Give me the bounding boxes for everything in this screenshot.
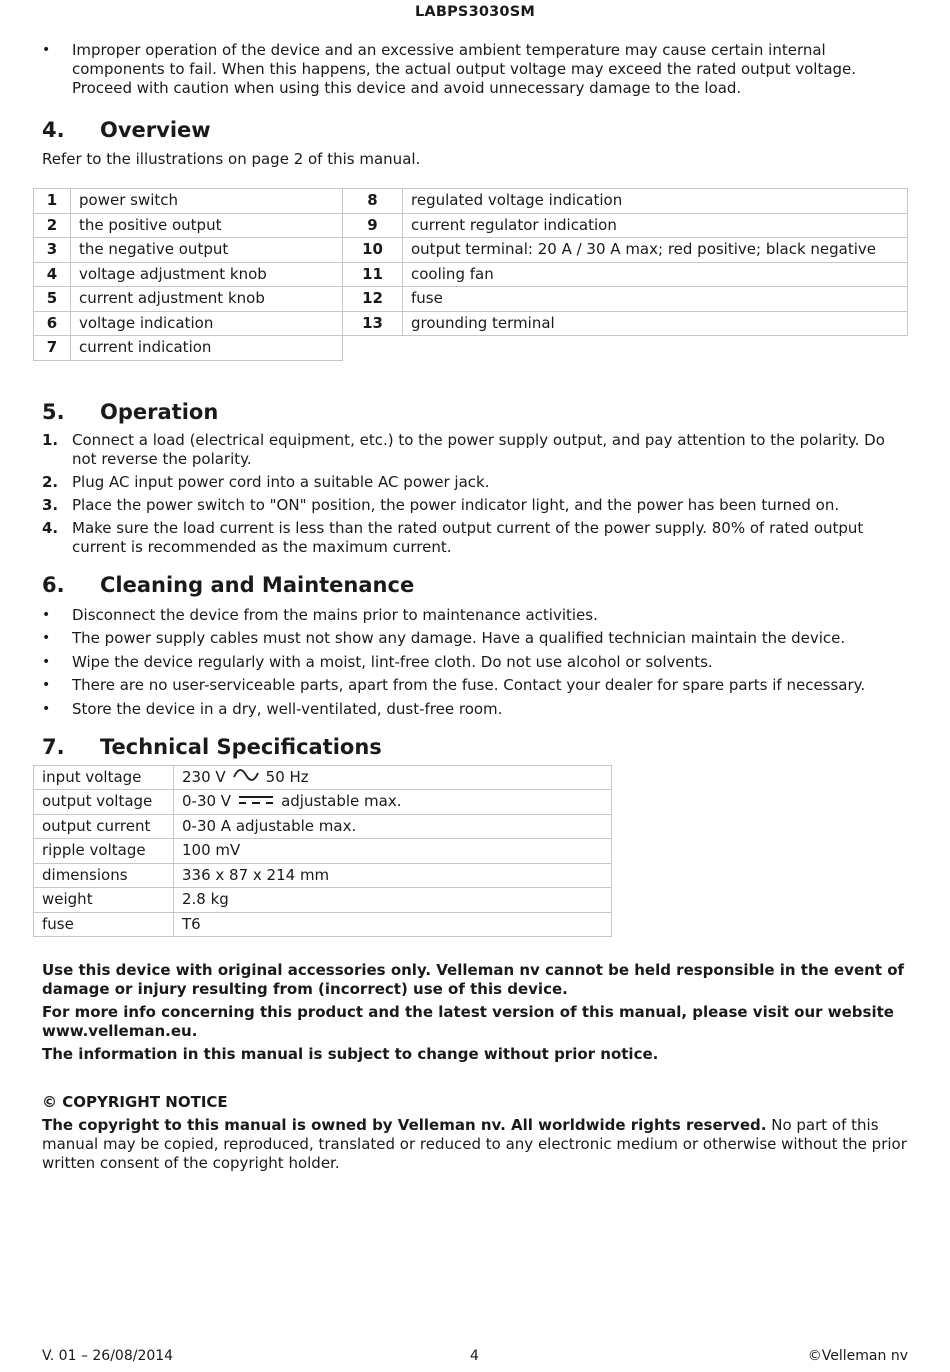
table-row — [34, 238, 908, 263]
section-title: Operation — [100, 399, 219, 424]
spec-value — [174, 814, 612, 839]
list-item — [42, 473, 908, 492]
table-row — [34, 287, 908, 312]
item-label: voltage indication — [71, 311, 343, 336]
table-row — [34, 790, 612, 815]
ac-wave-icon — [232, 768, 260, 787]
list-item — [42, 496, 908, 515]
manual-page — [42, 0, 908, 1173]
list-item — [42, 519, 908, 557]
empty-cell — [343, 336, 908, 361]
spec-label: dimensions — [34, 863, 174, 888]
overview-text: Refer to the illustrations on page 2 of this manual. — [42, 150, 421, 168]
spec-value-suffix: adjustable max. — [281, 792, 402, 811]
step-number: 3. — [42, 495, 59, 514]
spec-value — [174, 790, 612, 815]
dc-symbol-icon — [237, 792, 275, 811]
spec-label: output voltage — [34, 790, 174, 815]
item-number: 10 — [343, 238, 403, 263]
list-item: • Improper operation of the device and an excessive ambient temperature may cause certain internal components to fail. When this happens, the actual output voltage may exceed the rated output voltage. Proceed with caution when using this device and avoid unnecessary damage to the load. — [42, 41, 908, 98]
section-heading-operation — [42, 400, 908, 424]
item-label: grounding terminal — [403, 311, 908, 336]
item-label: cooling fan — [403, 262, 908, 287]
overview-table — [33, 188, 908, 361]
spec-value-text: 336 x 87 x 214 mm — [182, 865, 330, 884]
spec-value-text: 0-30 V — [182, 792, 232, 811]
table-row — [34, 888, 612, 913]
list-item — [42, 431, 908, 469]
copyright-bold-text: The copyright to this manual is owned by Velleman nv. All worldwide rights reserved. — [42, 1116, 767, 1134]
spec-value-text: 230 V — [182, 767, 226, 786]
spec-value — [174, 765, 612, 790]
table-row — [34, 765, 612, 790]
specs-table — [33, 765, 612, 938]
item-number: 2 — [34, 213, 71, 238]
intro-bullet-list — [42, 41, 908, 98]
spec-label: fuse — [34, 912, 174, 937]
section-number: 6. — [42, 572, 65, 597]
step-text: Plug AC input power cord into a suitable AC power jack. — [72, 472, 490, 491]
spec-value-text: 100 mV — [182, 841, 241, 860]
item-number: 11 — [343, 262, 403, 287]
spec-value — [174, 888, 612, 913]
spec-label: input voltage — [34, 765, 174, 790]
footer-version: V. 01 – 26/08/2014 — [42, 1348, 174, 1364]
list-item: • Disconnect the device from the mains prior to maintenance activities. — [42, 606, 908, 625]
section-number: 5. — [42, 399, 65, 424]
footer-page-number: 4 — [470, 1348, 479, 1364]
notices — [42, 961, 908, 1064]
section-title: Cleaning and Maintenance — [100, 572, 415, 597]
page-header: LABPS3030SM — [414, 4, 535, 20]
section-title: Overview — [100, 118, 211, 142]
item-number: 3 — [34, 238, 71, 263]
item-label: fuse — [403, 287, 908, 312]
notice-text: For more info concerning this product and the latest version of this manual, please visit our website www.velleman.eu. — [42, 1003, 894, 1040]
operation-steps — [42, 431, 908, 557]
step-number: 1. — [42, 430, 59, 449]
list-item: • Store the device in a dry, well-ventilated, dust-free room. — [42, 700, 908, 719]
step-text: Make sure the load current is less than the rated output current of the power supply. 80% of rated output current is recommended as the maximum current. — [72, 518, 864, 556]
step-text: Connect a load (electrical equipment, etc.) to the power supply output, and pay attention to the polarity. Do not reverse the polarity. — [72, 430, 885, 468]
section-number: 7. — [42, 734, 65, 759]
spec-value-text: 2.8 kg — [182, 890, 229, 909]
cleaning-bullet-list — [42, 606, 908, 719]
list-item: • There are no user-serviceable parts, apart from the fuse. Contact your dealer for spare parts if necessary. — [42, 676, 908, 695]
copyright-text — [42, 1116, 908, 1173]
copyright-rest-text: No part of this manual may be copied, reproduced, translated or reduced to any electronic medium or otherwise without the prior written consent of the copyright holder. — [42, 1116, 907, 1172]
footer-owner: ©Velleman nv — [807, 1348, 908, 1364]
table-row — [34, 912, 612, 937]
item-number: 4 — [34, 262, 71, 287]
spec-label: ripple voltage — [34, 839, 174, 864]
item-number: 12 — [343, 287, 403, 312]
item-label: voltage adjustment knob — [71, 262, 343, 287]
copyright-title: © COPYRIGHT NOTICE — [42, 1093, 228, 1111]
spec-value — [174, 912, 612, 937]
item-label: power switch — [71, 189, 343, 214]
item-label: current indication — [71, 336, 343, 361]
section-heading-cleaning — [42, 573, 908, 597]
item-number: 5 — [34, 287, 71, 312]
step-text: Place the power switch to "ON" position, the power indicator light, and the power has been turned on. — [72, 495, 840, 514]
section-title: Technical Specifications — [100, 734, 382, 759]
item-label: current regulator indication — [403, 213, 908, 238]
section-heading-overview — [42, 118, 908, 142]
item-number: 8 — [343, 189, 403, 214]
item-number: 7 — [34, 336, 71, 361]
item-number: 6 — [34, 311, 71, 336]
table-row — [34, 262, 908, 287]
spec-value — [174, 839, 612, 864]
table-row — [34, 213, 908, 238]
table-row — [34, 863, 612, 888]
spec-label: weight — [34, 888, 174, 913]
table-row — [34, 311, 908, 336]
copyright-notice — [42, 1093, 908, 1173]
notice-text: Use this device with original accessories only. Velleman nv cannot be held responsible in the event of damage or injury resulting from (incorrect) use of this device. — [42, 961, 905, 998]
spec-label: output current — [34, 814, 174, 839]
table-row — [34, 839, 612, 864]
section-number: 4. — [42, 118, 65, 142]
list-item: • The power supply cables must not show any damage. Have a qualified technician maintain the device. — [42, 629, 908, 648]
notice-text: The information in this manual is subject to change without prior notice. — [42, 1045, 659, 1063]
item-label: the positive output — [71, 213, 343, 238]
item-label: current adjustment knob — [71, 287, 343, 312]
step-number: 4. — [42, 518, 59, 537]
spec-value-suffix: 50 Hz — [265, 767, 309, 786]
section-heading-specs — [42, 735, 908, 759]
item-number: 9 — [343, 213, 403, 238]
table-row — [34, 336, 908, 361]
item-label: output terminal: 20 A / 30 A max; red positive; black negative — [403, 238, 908, 263]
table-row — [34, 189, 908, 214]
table-row — [34, 814, 612, 839]
item-number: 1 — [34, 189, 71, 214]
spec-value — [174, 863, 612, 888]
spec-value-text: T6 — [182, 914, 201, 933]
item-number: 13 — [343, 311, 403, 336]
list-item: • Wipe the device regularly with a moist, lint-free cloth. Do not use alcohol or solvents. — [42, 653, 908, 672]
item-label: the negative output — [71, 238, 343, 263]
step-number: 2. — [42, 472, 59, 491]
spec-value-text: 0-30 A adjustable max. — [182, 816, 357, 835]
item-label: regulated voltage indication — [403, 189, 908, 214]
